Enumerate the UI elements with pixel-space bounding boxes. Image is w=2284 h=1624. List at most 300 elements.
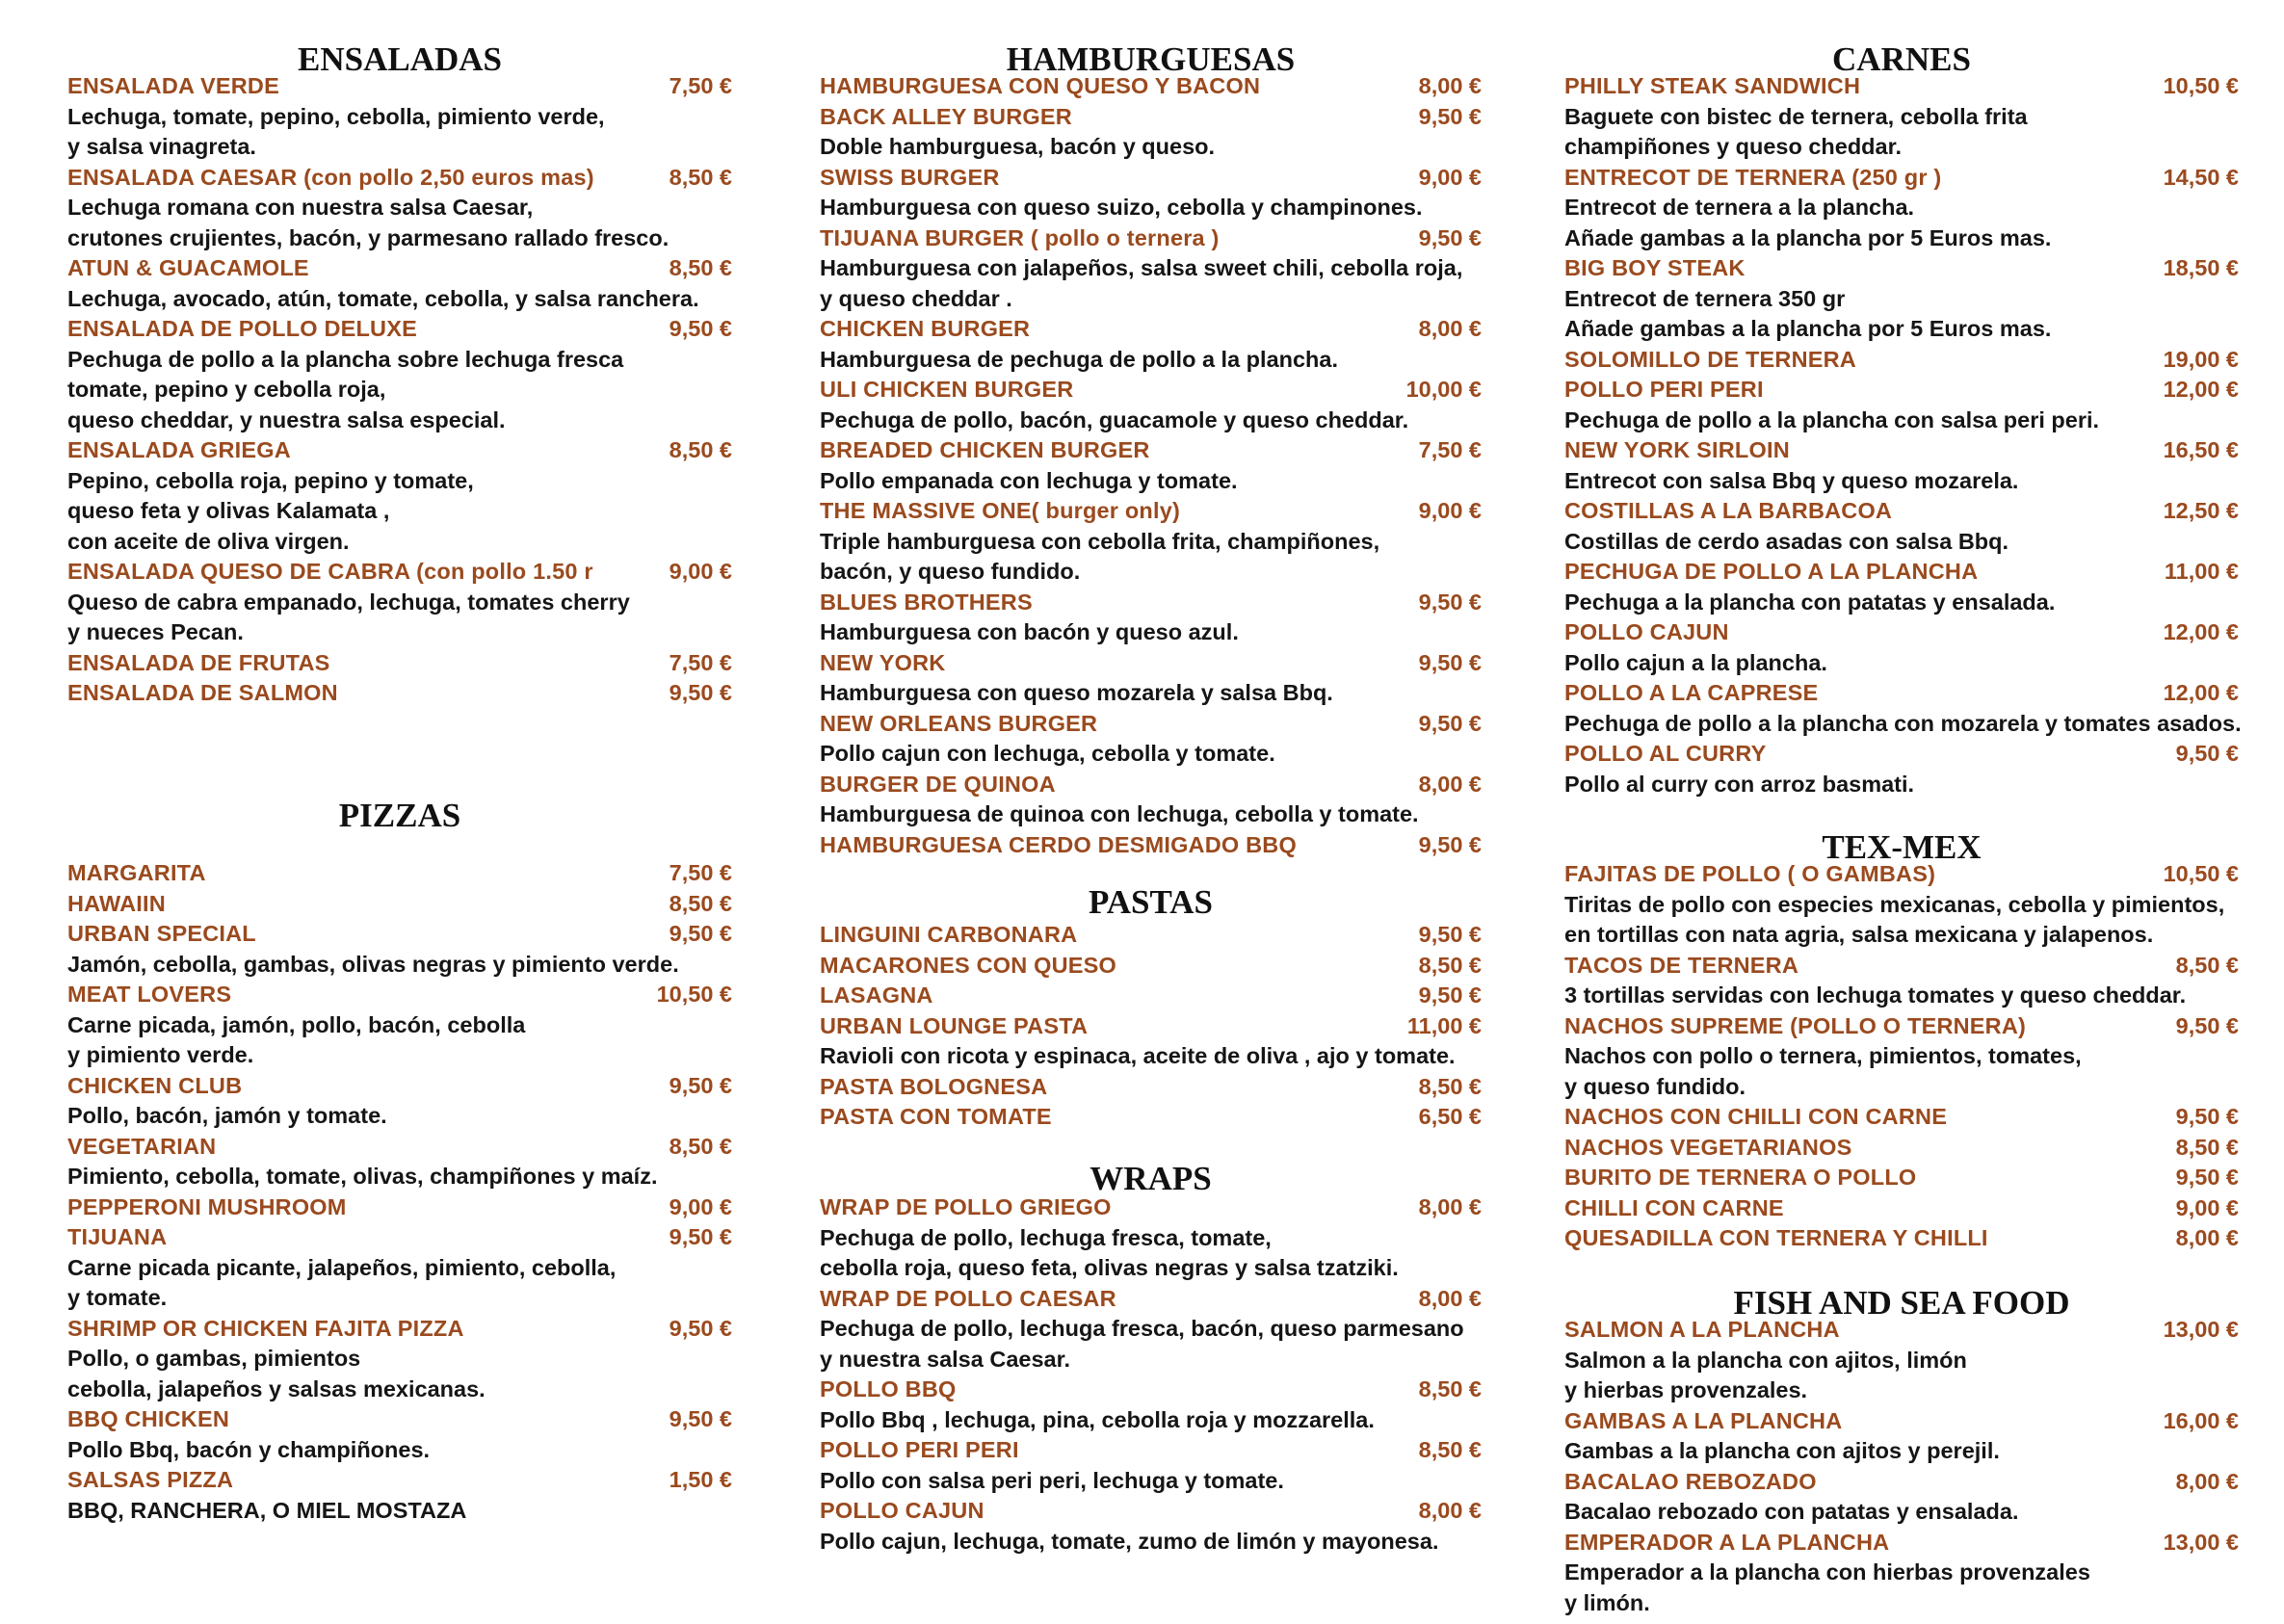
menu-item-header [67,678,732,709]
menu-item-header [1564,163,2239,194]
menu-item-price: 9,50 € [1418,982,1482,1008]
menu-item-header [67,889,732,920]
menu-item-price: 9,50 € [1418,103,1482,129]
menu-item [820,830,1482,861]
menu-item-name: BBQ CHICKEN [67,1406,230,1431]
menu-item-name: POLLO AL CURRY [1564,741,1767,766]
menu-item-price: 8,50 € [1418,952,1482,978]
menu-item-header [1564,253,2239,284]
menu-item-description: champiñones y queso cheddar. [1564,134,1902,159]
menu-item-header [67,163,732,194]
menu-item-description: Pollo, bacón, jamón y tomate. [67,1103,387,1128]
menu-item-header [1564,617,2239,648]
item-list [820,920,1482,1133]
menu-item-price: 9,50 € [2175,1165,2239,1190]
menu-item-name: SHRIMP OR CHICKEN FAJITA PIZZA [67,1315,464,1341]
menu-item-header [1564,951,2239,982]
menu-item-price: 9,50 € [2175,1104,2239,1129]
menu-item [1564,1223,2239,1254]
menu-item-description: Añade gambas a la plancha por 5 Euros mas. [1564,316,2052,341]
menu-item-description: Pollo cajun a la plancha. [1564,649,1827,675]
menu-item-description: y tomate. [67,1285,168,1310]
menu-item-description: Nachos con pollo o ternera, pimientos, tomates, [1564,1043,2082,1068]
menu-item-name: TIJUANA BURGER ( pollo o ternera ) [820,224,1220,250]
menu-item-header [1564,435,2239,466]
menu-item-header [820,496,1482,527]
menu-item-description: Carne picada, jamón, pollo, bacón, cebolla [67,1011,526,1037]
menu-item-header [67,1192,732,1223]
menu-item [1564,1528,2239,1619]
menu-item-name: FAJITAS DE POLLO ( O GAMBAS) [1564,861,1936,886]
menu-item-price: 9,50 € [1418,224,1482,250]
menu-item-name: ATUN & GUACAMOLE [67,255,309,280]
menu-item [820,588,1482,648]
menu-item [1564,71,2239,163]
menu-item-header [820,1284,1482,1315]
menu-item-description: Hamburguesa con queso suizo, cebolla y champinones. [820,195,1423,220]
menu-item-header [1564,1467,2239,1498]
menu-item-description: Lechuga, avocado, atún, tomate, cebolla, y salsa ranchera. [67,285,699,311]
menu-item [67,163,732,254]
menu-item [1564,163,2239,254]
menu-item-price: 9,50 € [669,1072,732,1098]
menu-item [1564,345,2239,376]
menu-item-header [1564,1133,2239,1164]
menu-item-header [820,71,1482,102]
menu-item-header [67,919,732,950]
item-list [1564,1315,2239,1618]
menu-item-header [1564,1315,2239,1346]
menu-item [67,435,732,557]
menu-item-header [1564,678,2239,709]
menu-item-description: Pollo, o gambas, pimientos [67,1346,361,1371]
menu-item-header [67,980,732,1010]
menu-item-name: MARGARITA [67,860,206,885]
menu-item-price: 8,50 € [1418,1376,1482,1401]
menu-item-description: Entrecot de ternera 350 gr [1564,285,1846,311]
menu-item [820,1435,1482,1496]
menu-item-description: y limón. [1564,1589,1650,1615]
menu-item-description: Pollo cajun, lechuga, tomate, zumo de limón y mayonesa. [820,1528,1439,1554]
menu-item-price: 14,50 € [2163,164,2239,190]
menu-item-name: COSTILLAS A LA BARBACOA [1564,498,1893,523]
menu-item-price: 13,00 € [2163,1529,2239,1555]
menu-item-description: 3 tortillas servidas con lechuga tomates y queso cheddar. [1564,982,2187,1008]
menu-item-name: PHILLY STEAK SANDWICH [1564,73,1861,98]
menu-item [1564,678,2242,739]
menu-item-header [820,709,1482,740]
menu-item-name: MEAT LOVERS [67,982,232,1007]
menu-item-header [820,588,1482,618]
menu-item-price: 11,00 € [2164,559,2239,584]
menu-item-description: Carne picada picante, jalapeños, pimiento, cebolla, [67,1254,617,1280]
menu-item-header [820,770,1482,800]
menu-item-description: Pollo Bbq , lechuga, pina, cebolla roja y mozzarella. [820,1406,1375,1432]
menu-item-price: 10,50 € [656,982,732,1007]
menu-item-header [820,1102,1482,1133]
menu-item [67,71,732,163]
menu-item-name: ENSALADA VERDE [67,73,279,98]
menu-item-price: 10,50 € [2163,73,2239,98]
menu-item [820,1375,1482,1435]
menu-item-header [1564,859,2239,890]
menu-item-name: SWISS BURGER [820,164,1000,190]
menu-item-description: Queso de cabra empanado, lechuga, tomates cherry [67,589,630,615]
menu-item [820,951,1482,982]
menu-item-name: WRAP DE POLLO CAESAR [820,1285,1116,1311]
menu-item-price: 18,50 € [2163,255,2239,280]
menu-item [67,648,732,679]
menu-item-header [1564,375,2239,406]
menu-item-name: HAMBURGUESA CERDO DESMIGADO BBQ [820,831,1297,857]
menu-item-price: 8,50 € [1418,1073,1482,1099]
menu-item [1564,1133,2239,1164]
menu-item-header [67,1132,732,1163]
menu-item-name: ENSALADA GRIEGA [67,437,291,462]
menu-item-description: Pimiento, cebolla, tomate, olivas, champiñones y maíz. [67,1164,658,1189]
menu-item-price: 9,50 € [1418,589,1482,615]
menu-item-name: NEW YORK SIRLOIN [1564,437,1790,462]
menu-item-name: THE MASSIVE ONE( burger only) [820,498,1180,523]
menu-item [67,314,732,435]
menu-item-description: Añade gambas a la plancha por 5 Euros mas. [1564,224,2052,250]
menu-item-name: BLUES BROTHERS [820,589,1033,615]
menu-item [820,496,1482,588]
menu-item-price: 9,00 € [669,1193,732,1219]
menu-item-name: SOLOMILLO DE TERNERA [1564,346,1856,372]
menu-item-name: BACK ALLEY BURGER [820,103,1072,129]
section-title: TEX-MEX [1822,828,1982,866]
menu-item-description: queso cheddar, y nuestra salsa especial. [67,406,506,432]
menu-item-name: POLLO CAJUN [1564,619,1729,644]
menu-item-description: Pollo cajun con lechuga, cebolla y tomate. [820,741,1275,766]
menu-item-description: Pechuga de pollo a la plancha sobre lechuga fresca [67,346,624,372]
menu-item-price: 9,00 € [2175,1194,2239,1220]
item-list [67,71,732,709]
menu-item-header [820,1072,1482,1103]
menu-item-price: 8,00 € [1418,73,1482,98]
menu-item-name: ENSALADA QUESO DE CABRA (con pollo 1.50 r [67,559,593,584]
menu-item-name: URBAN LOUNGE PASTA [820,1012,1089,1038]
menu-item-name: ENSALADA DE FRUTAS [67,649,330,675]
menu-item-price: 9,50 € [669,1406,732,1431]
menu-item [1564,496,2239,557]
menu-item-header [1564,1406,2239,1437]
menu-item-price: 8,50 € [2175,952,2239,978]
section-title: FISH AND SEA FOOD [1733,1284,2070,1322]
menu-item [820,1011,1482,1072]
menu-item [1564,739,2239,799]
menu-item-name: NACHOS SUPREME (POLLO O TERNERA) [1564,1012,2027,1038]
menu-item-price: 9,00 € [669,559,732,584]
section-title: CARNES [1832,40,1971,78]
menu-item [820,1496,1482,1557]
menu-item [820,709,1482,770]
menu-item [1564,1102,2239,1133]
menu-item-header [1564,496,2239,527]
menu-item-description: crutones crujientes, bacón, y parmesano rallado fresco. [67,224,669,250]
menu-item-header [1564,345,2239,376]
menu-item-price: 19,00 € [2163,346,2239,372]
menu-item-name: POLLO BBQ [820,1376,957,1401]
menu-item-header [820,830,1482,861]
menu-item [1564,557,2239,617]
menu-item-header [820,102,1482,133]
menu-item-header [67,1404,732,1435]
menu-item-header [67,648,732,679]
menu-item-header [67,253,732,284]
menu-item-header [67,435,732,466]
item-list [1564,859,2239,1254]
menu-item-header [67,557,732,588]
menu-item-header [1564,71,2239,102]
menu-item-name: POLLO A LA CAPRESE [1564,680,1819,705]
menu-item-name: POLLO PERI PERI [1564,377,1764,402]
menu-item [820,163,1482,223]
menu-item-price: 16,50 € [2163,437,2239,462]
menu-item-price: 12,50 € [2163,498,2239,523]
menu-item [67,1314,732,1405]
menu-item-description: cebolla, jalapeños y salsas mexicanas. [67,1375,486,1401]
menu-item-price: 9,50 € [1418,831,1482,857]
menu-item-name: CHICKEN BURGER [820,316,1031,341]
menu-item-price: 7,50 € [669,649,732,675]
menu-item-price: 12,00 € [2163,377,2239,402]
menu-item [67,253,732,314]
menu-item [67,858,732,889]
menu-item-description: Tiritas de pollo con especies mexicanas, cebolla y pimientos, [1564,891,2225,917]
menu-item-header [67,1222,732,1253]
menu-item-description: Jamón, cebolla, gambas, olivas negras y pimiento verde. [67,951,679,977]
menu-item-name: NEW ORLEANS BURGER [820,710,1098,736]
menu-item-name: VEGETARIAN [67,1133,217,1159]
menu-item-description: Lechuga romana con nuestra salsa Caesar, [67,195,534,220]
menu-item-description: Hamburguesa de quinoa con lechuga, cebolla y tomate. [820,801,1419,826]
menu-item-description: Hamburguesa con jalapeños, salsa sweet chili, cebolla roja, [820,255,1463,280]
menu-item [1564,1193,2239,1224]
menu-item-description: Hamburguesa con bacón y queso azul. [820,619,1239,644]
menu-item-description: Hamburguesa con queso mozarela y salsa Bbq. [820,680,1333,705]
menu-item-price: 8,00 € [1418,316,1482,341]
menu-item-price: 9,50 € [1418,710,1482,736]
menu-item-price: 16,00 € [2163,1407,2239,1433]
menu-item [1564,859,2239,951]
menu-item-name: CHICKEN CLUB [67,1072,243,1098]
menu-item-description: y queso fundido. [1564,1073,1746,1099]
menu-item [67,678,732,709]
menu-item-header [820,920,1482,951]
menu-item [820,648,1482,709]
menu-item-header [1564,1011,2239,1042]
menu-item-header [1564,739,2239,770]
menu-item [1564,1406,2239,1467]
menu-item [67,1071,732,1132]
menu-item-price: 8,50 € [669,164,732,190]
menu-item-name: QUESADILLA CON TERNERA Y CHILLI [1564,1225,1988,1250]
section-title: WRAPS [1089,1160,1212,1197]
menu-item-price: 10,00 € [1405,377,1482,402]
menu-item-description: Pechuga de pollo, lechuga fresca, bacón, queso parmesano [820,1316,1464,1341]
menu-item-header [820,951,1482,982]
menu-item-description: y nueces Pecan. [67,619,244,644]
menu-item [820,71,1482,102]
menu-item-price: 8,00 € [1418,1285,1482,1311]
menu-item-price: 9,50 € [669,1315,732,1341]
menu-item-name: MACARONES CON QUESO [820,952,1117,978]
menu-item [1564,1467,2239,1528]
menu-item-header [820,1192,1482,1223]
menu-item [1564,617,2239,678]
menu-item [67,1404,732,1465]
section-title: ENSALADAS [298,40,502,78]
menu-item [67,1465,732,1526]
menu-item-description: Emperador a la plancha con hierbas provenzales [1564,1559,2090,1585]
menu-item [1564,375,2239,435]
menu-item [820,375,1482,435]
menu-item-description: Pollo empanada con lechuga y tomate. [820,467,1238,493]
menu-item-price: 9,50 € [2175,741,2239,766]
menu-item-header [67,1314,732,1345]
menu-item [1564,253,2239,345]
menu-item-name: NEW YORK [820,649,946,675]
menu-item-description: Hamburguesa de pechuga de pollo a la plancha. [820,346,1339,372]
menu-item-name: BURITO DE TERNERA O POLLO [1564,1165,1917,1190]
menu-item-header [1564,557,2239,588]
menu-item-description: cebolla roja, queso feta, olivas negras y salsa tzatziki. [820,1255,1399,1280]
menu-item [1564,951,2239,1011]
menu-item-description: Bacalao rebozado con patatas y ensalada. [1564,1499,2019,1524]
menu-item-price: 8,50 € [1418,1437,1482,1462]
menu-item-description: Lechuga, tomate, pepino, cebolla, pimiento verde, [67,103,605,129]
menu-item-header [820,1435,1482,1466]
menu-item [820,1072,1482,1103]
menu-item-header [1564,1223,2239,1254]
menu-item-header [67,858,732,889]
item-list [67,858,732,1526]
menu-item-price: 11,00 € [1406,1012,1482,1038]
menu-item-name: POLLO CAJUN [820,1498,984,1523]
menu-item-price: 12,00 € [2163,619,2239,644]
menu-item-description: Pepino, cebolla roja, pepino y tomate, [67,467,474,493]
menu-item [67,919,732,980]
menu-item-description: y hierbas provenzales. [1564,1377,1808,1402]
menu-item-header [820,223,1482,254]
item-list [820,1192,1482,1557]
menu-item-price: 8,50 € [669,437,732,462]
menu-item-price: 7,50 € [669,73,732,98]
menu-item-price: 8,50 € [669,890,732,916]
menu-item-header [1564,1528,2239,1559]
menu-item-header [820,648,1482,679]
menu-item-price: 9,50 € [2175,1012,2239,1038]
menu-item-description: Entrecot de ternera a la plancha. [1564,195,1915,220]
menu-item-name: TIJUANA [67,1224,168,1249]
menu-item-description: bacón, y queso fundido. [820,559,1081,584]
menu-item-name: BIG BOY STEAK [1564,255,1746,280]
menu-item-name: ENSALADA DE SALMON [67,680,338,705]
menu-item-name: POLLO PERI PERI [820,1437,1019,1462]
menu-item [820,981,1482,1011]
menu-item [1564,1163,2239,1193]
menu-item-name: SALMON A LA PLANCHA [1564,1317,1840,1342]
menu-item-price: 6,50 € [1418,1104,1482,1129]
menu-item-description: Costillas de cerdo asadas con salsa Bbq. [1564,528,2009,554]
menu-item-name: LINGUINI CARBONARA [820,922,1078,947]
menu-item-price: 8,50 € [669,255,732,280]
menu-item-price: 8,00 € [1418,1194,1482,1219]
menu-item-name: PEPPERONI MUSHROOM [67,1193,347,1219]
menu-item-name: EMPERADOR A LA PLANCHA [1564,1529,1890,1555]
menu-item-name: CHILLI CON CARNE [1564,1194,1784,1220]
menu-item-price: 8,00 € [1418,1498,1482,1523]
menu-item-description: y queso cheddar . [820,285,1012,311]
menu-item-name: SALSAS PIZZA [67,1467,234,1492]
menu-item-name: ENTRECOT DE TERNERA (250 gr ) [1564,164,1942,190]
menu-item-name: BURGER DE QUINOA [820,771,1056,797]
menu-item [67,1192,732,1223]
menu-item-description: Pechuga de pollo a la plancha con salsa peri peri. [1564,406,2100,432]
section-title: PASTAS [1088,883,1213,921]
menu-item [820,1284,1482,1375]
menu-item-name: PASTA BOLOGNESA [820,1073,1048,1099]
menu-item [1564,1011,2239,1103]
menu-item-description: Salmon a la plancha con ajitos, limón [1564,1347,1967,1373]
menu-item-header [67,1465,732,1496]
menu-item-price: 9,50 € [1418,922,1482,947]
menu-item-price: 13,00 € [2163,1317,2239,1342]
menu-item-header [820,163,1482,194]
menu-item [1564,435,2239,496]
menu-item-description: y nuestra salsa Caesar. [820,1346,1070,1372]
menu-item-name: WRAP DE POLLO GRIEGO [820,1194,1112,1219]
menu-item-price: 8,00 € [2175,1468,2239,1494]
menu-item-price: 9,50 € [1418,649,1482,675]
menu-item [820,102,1482,163]
menu-item-price: 8,50 € [2175,1134,2239,1160]
menu-item-name: BREADED CHICKEN BURGER [820,437,1150,462]
menu-item [820,1102,1482,1133]
menu-item-description: Pechuga de pollo, lechuga fresca, tomate, [820,1224,1272,1250]
menu-item-header [67,1071,732,1102]
menu-item-name: ENSALADA DE POLLO DELUXE [67,316,417,341]
menu-item-price: 9,50 € [669,680,732,705]
menu-item-description: Pechuga de pollo a la plancha con mozarela y tomates asados. [1564,710,2242,736]
menu-item-description: Baguete con bistec de ternera, cebolla frita [1564,103,2028,129]
menu-item-name: TACOS DE TERNERA [1564,952,1798,978]
menu-item-header [820,1375,1482,1405]
menu-item-name: ENSALADA CAESAR (con pollo 2,50 euros mas) [67,164,594,190]
menu-item-price: 8,50 € [669,1133,732,1159]
menu-item-name: NACHOS VEGETARIANOS [1564,1134,1852,1160]
menu-item [67,980,732,1071]
menu-item [67,1132,732,1192]
section-title: PIZZAS [338,797,461,834]
menu-item-price: 9,00 € [1418,164,1482,190]
menu-item-description: tomate, pepino y cebolla roja, [67,377,386,402]
menu-item-header [67,71,732,102]
menu-item-description: Pollo con salsa peri peri, lechuga y tomate. [820,1467,1284,1493]
menu-item-price: 1,50 € [669,1467,732,1492]
menu-item-description: Pollo Bbq, bacón y champiñones. [67,1436,431,1462]
menu-item-description: en tortillas con nata agria, salsa mexicana y jalapenos. [1564,922,2154,947]
menu-item-header [1564,1163,2239,1193]
menu-item-header [820,981,1482,1011]
menu-item-name: LASAGNA [820,982,933,1008]
menu-item-name: GAMBAS A LA PLANCHA [1564,1407,1843,1433]
item-list [1564,71,2242,799]
menu-item-description: Pechuga a la plancha con patatas y ensalada. [1564,589,2056,615]
menu-item-price: 7,50 € [669,860,732,885]
